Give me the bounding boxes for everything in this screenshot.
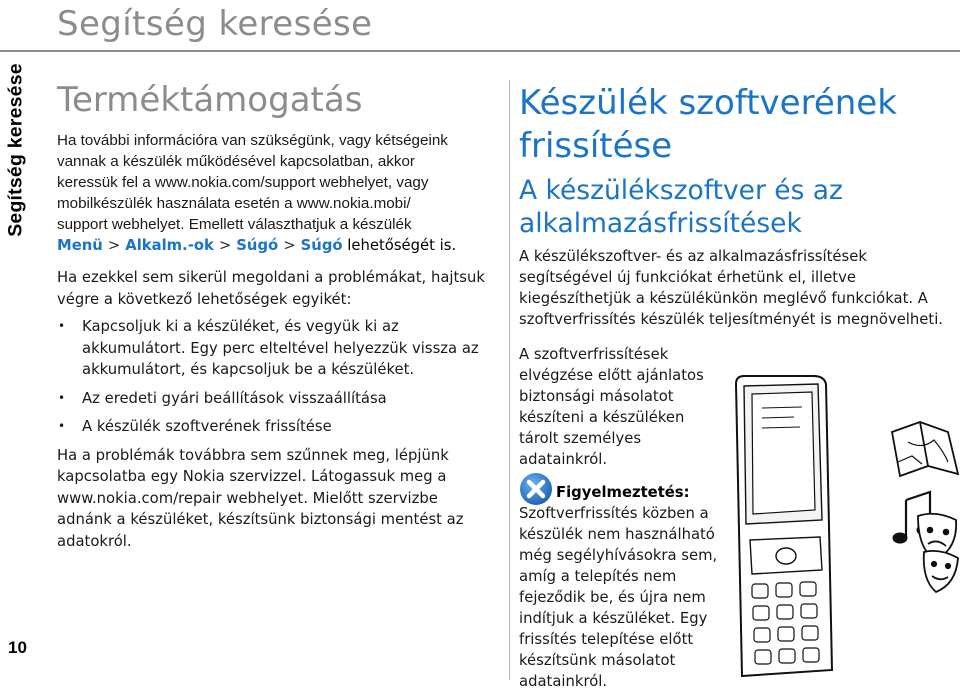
warning-body bbox=[519, 503, 729, 692]
warning-line: amíg a telepítés nem bbox=[519, 568, 677, 585]
warning-line: adatainkról. bbox=[519, 673, 608, 690]
page-number: 10 bbox=[8, 638, 27, 657]
menu-path-help: Súgó bbox=[236, 237, 279, 254]
service-paragraph bbox=[57, 445, 497, 553]
warning-line: fejeződik be, és újra nem bbox=[519, 589, 706, 606]
side-tab bbox=[0, 0, 32, 300]
backup-line: tárolt személyes bbox=[519, 430, 642, 447]
troubleshoot-list bbox=[57, 316, 497, 438]
backup-line: biztonsági másolatot bbox=[519, 388, 674, 405]
list-item: • Az eredeti gyári beállítások visszaállítása bbox=[57, 388, 497, 410]
subtitle-line: A készülékszoftver és az bbox=[519, 175, 843, 206]
service-line: adatokról. bbox=[57, 532, 132, 550]
side-tab-label: Segítség keresése bbox=[4, 63, 27, 237]
intro-line: mobilkészülék használata esetén a www.nokia.mobi/ bbox=[57, 195, 411, 212]
intro-line: Ha további információra van szükségünk, vagy kétségeink bbox=[57, 132, 448, 149]
menu-path-help-topic: Súgó bbox=[300, 237, 343, 254]
intro-line: keressük fel a www.nokia.com/support webhelyet, vagy bbox=[57, 174, 429, 191]
service-line: kapcsolatba egy Nokia szervizzel. Látogassuk meg a bbox=[57, 468, 447, 485]
section-title-support: Terméktámogatás bbox=[57, 80, 363, 120]
map-icon bbox=[892, 422, 958, 476]
warning-line: Szoftverfrissítés közben a bbox=[519, 505, 709, 522]
backup-line: elvégzése előtt ajánlatos bbox=[519, 367, 704, 384]
service-line: www.nokia.com/repair webhelyet. Mielőtt szervizbe bbox=[57, 489, 438, 507]
title-line: Készülék szoftverének bbox=[519, 83, 897, 123]
warning-line: még segélyhívásokra sem, bbox=[519, 547, 718, 564]
problem-line: Ha ezekkel sem sikerül megoldani a problémákat, hajtsuk bbox=[57, 269, 485, 286]
menu-path-suffix: lehetőségét is. bbox=[347, 237, 457, 254]
phone-icon bbox=[736, 376, 832, 676]
phone-illustration bbox=[722, 370, 960, 680]
intro-line: vannak a készülék működésével kapcsolatban, akkor bbox=[57, 153, 415, 170]
left-column bbox=[57, 78, 497, 552]
warning-title: Figyelmeztetés: bbox=[556, 484, 690, 501]
problem-line: végre a következő lehetőségek egyikét: bbox=[57, 290, 352, 308]
menu-path bbox=[57, 235, 497, 257]
backup-paragraph bbox=[519, 344, 729, 470]
menu-path-separator: > bbox=[283, 237, 296, 254]
backup-line: adatainkról. bbox=[519, 451, 608, 468]
service-line: Ha a problémák továbbra sem szűnnek meg, lépjünk bbox=[57, 446, 449, 464]
warning-line: frissítés telepítése előtt bbox=[519, 631, 694, 648]
header-divider bbox=[0, 50, 960, 52]
updates-line: A készülékszoftver- és az alkalmazásfrissítések bbox=[519, 248, 867, 265]
column-divider bbox=[509, 80, 510, 680]
menu-path-menu: Menü bbox=[57, 237, 103, 254]
subsection-title-updates bbox=[519, 174, 959, 240]
page-header-title: Segítség keresése bbox=[57, 4, 373, 44]
updates-line: kiegészíthetjük a készülékünkön meglévő funkciókat. A bbox=[519, 290, 928, 307]
menu-path-separator: > bbox=[218, 237, 232, 254]
title-line: frissítése bbox=[519, 126, 673, 166]
backup-line: készíteni a készüléken bbox=[519, 409, 685, 426]
section-title-software-update bbox=[519, 82, 959, 168]
list-item: • A készülék szoftverének frissítése bbox=[57, 416, 497, 438]
service-line: adnánk a készüléket, készítsünk biztonsági mentést az bbox=[57, 511, 464, 528]
warning-x-icon bbox=[519, 472, 553, 506]
menu-path-separator: > bbox=[107, 237, 121, 254]
intro-line: support webhelyet. Emellett választhatjuk a készülék bbox=[57, 216, 412, 233]
updates-line: segítségével új funkciókat érhetünk el, illetve bbox=[519, 269, 856, 286]
theater-masks-icon bbox=[918, 514, 958, 592]
warning-line: indítjuk a készüléket. Egy bbox=[519, 610, 708, 627]
list-item: • Kapcsoljuk ki a készüléket, és vegyük ki az akkumulátort. Egy perc elteltével helyezzük vissza az akkumulátort, és kapcsoljuk be a készüléket. bbox=[57, 316, 497, 381]
backup-line: A szoftverfrissítések bbox=[519, 346, 669, 363]
updates-line: szoftverfrissítés készülék teljesítményét is megnövelheti. bbox=[519, 311, 944, 328]
support-intro bbox=[57, 130, 497, 235]
warning-note bbox=[519, 482, 729, 692]
problem-intro bbox=[57, 267, 497, 310]
menu-path-apps: Alkalm.-ok bbox=[125, 237, 214, 254]
warning-line: készülék nem használható bbox=[519, 526, 715, 543]
subtitle-line: alkalmazásfrissítések bbox=[519, 208, 802, 239]
updates-paragraph bbox=[519, 246, 959, 330]
warning-line: készítsünk másolatot bbox=[519, 652, 676, 669]
